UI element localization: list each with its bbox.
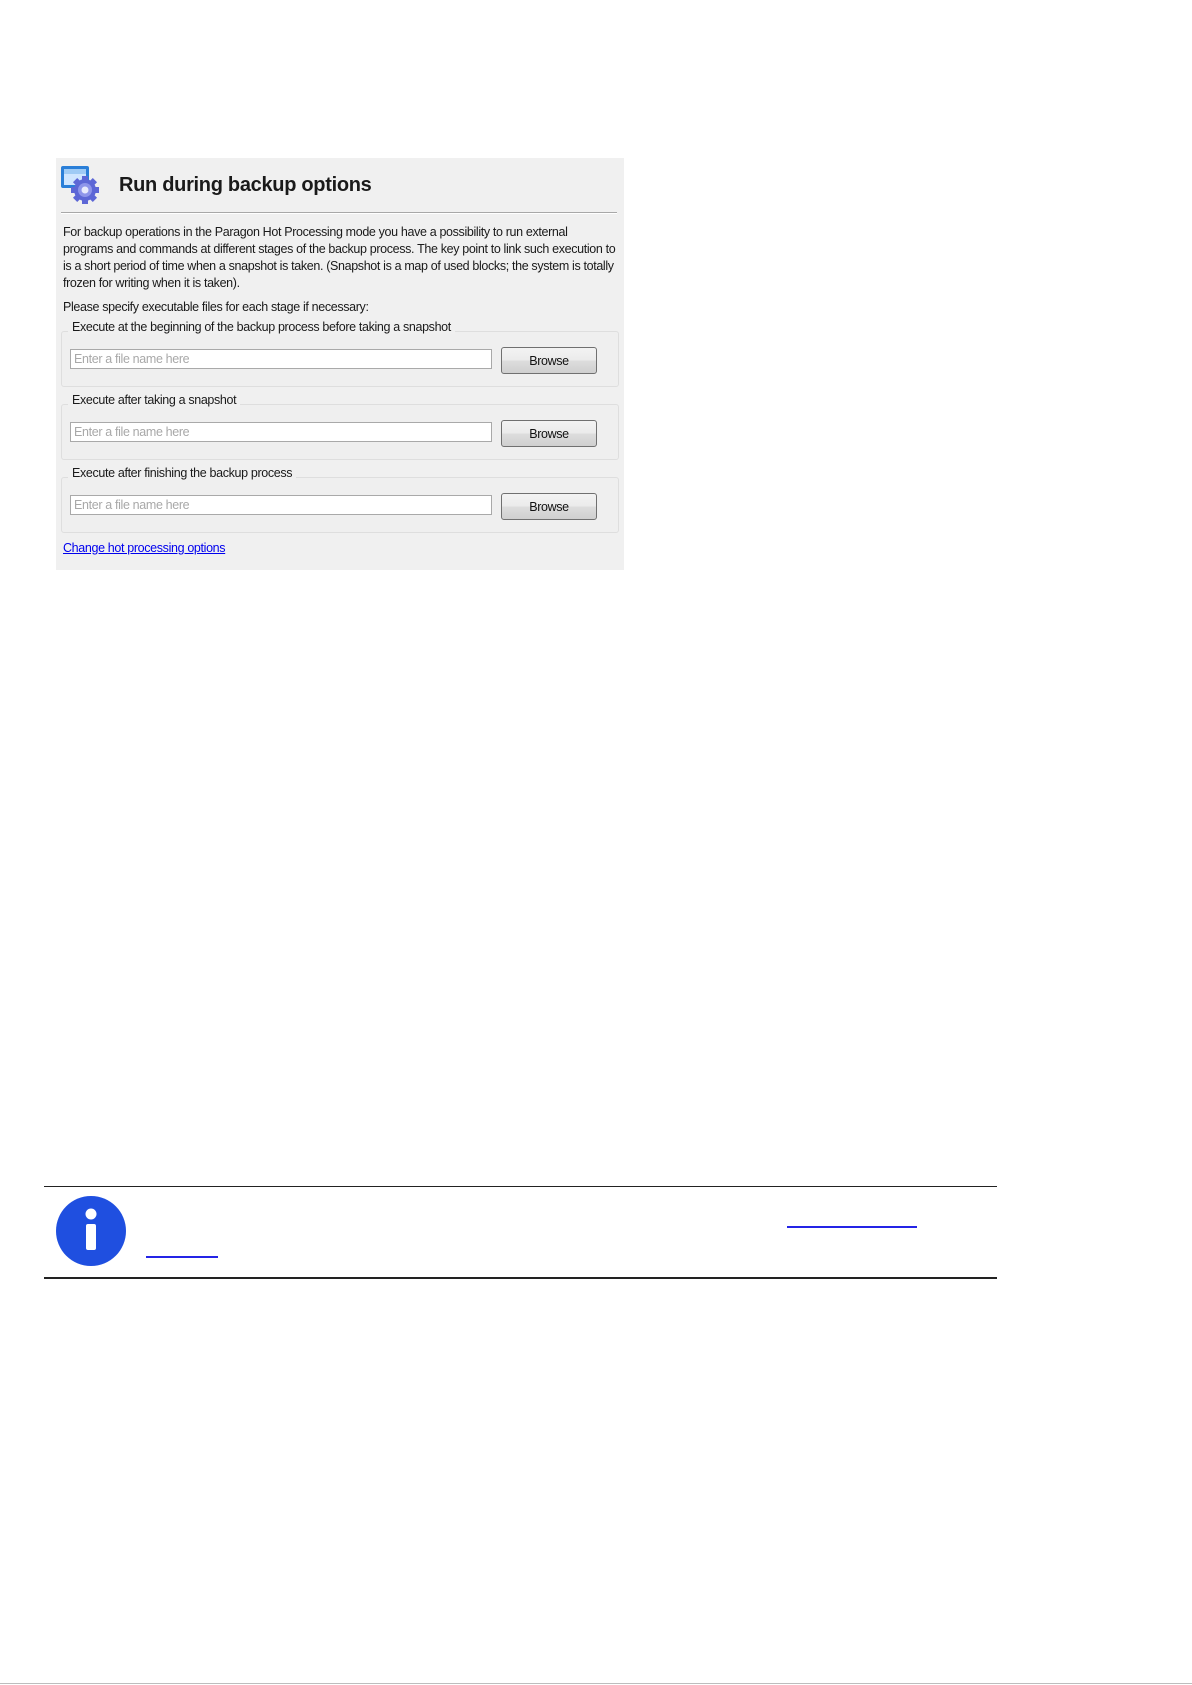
note-top-rule	[44, 1186, 997, 1187]
file-name-input[interactable]	[70, 495, 492, 515]
file-name-input[interactable]	[70, 349, 492, 369]
note-link-line-2[interactable]	[146, 1256, 218, 1258]
browse-button[interactable]: Browse	[501, 347, 597, 374]
header-divider	[61, 212, 617, 214]
options-gear-icon	[60, 164, 100, 204]
instruction-text: Please specify executable files for each stage if necessary:	[63, 300, 369, 314]
stage-group-after-snapshot	[61, 393, 619, 460]
group-label: Execute after taking a snapshot	[68, 393, 240, 407]
file-name-input[interactable]	[70, 422, 492, 442]
dialog-description: For backup operations in the Paragon Hot Processing mode you have a possibility to run external programs and commands at different stages of the backup process. The key point to link such execution to is a short period of time when a snapshot is taken. (Snapshot is a map of used blocks; the system is totally frozen for writing when it is taken).	[63, 225, 616, 290]
run-during-backup-options-panel	[56, 158, 624, 570]
note-bottom-rule	[44, 1277, 997, 1279]
panel-header	[56, 158, 624, 214]
page-footer-rule	[0, 1683, 1192, 1684]
info-icon	[56, 1196, 126, 1266]
change-hot-processing-options-link[interactable]: Change hot processing options	[63, 541, 226, 555]
stage-group-before-snapshot	[61, 320, 619, 387]
browse-button[interactable]: Browse	[501, 493, 597, 520]
browse-button[interactable]: Browse	[501, 420, 597, 447]
note-link-line-1[interactable]	[787, 1226, 917, 1228]
group-label: Execute at the beginning of the backup process before taking a snapshot	[68, 320, 455, 334]
dialog-title: Run during backup options	[119, 174, 372, 196]
group-label: Execute after finishing the backup process	[68, 466, 296, 480]
stage-group-after-backup	[61, 466, 619, 533]
